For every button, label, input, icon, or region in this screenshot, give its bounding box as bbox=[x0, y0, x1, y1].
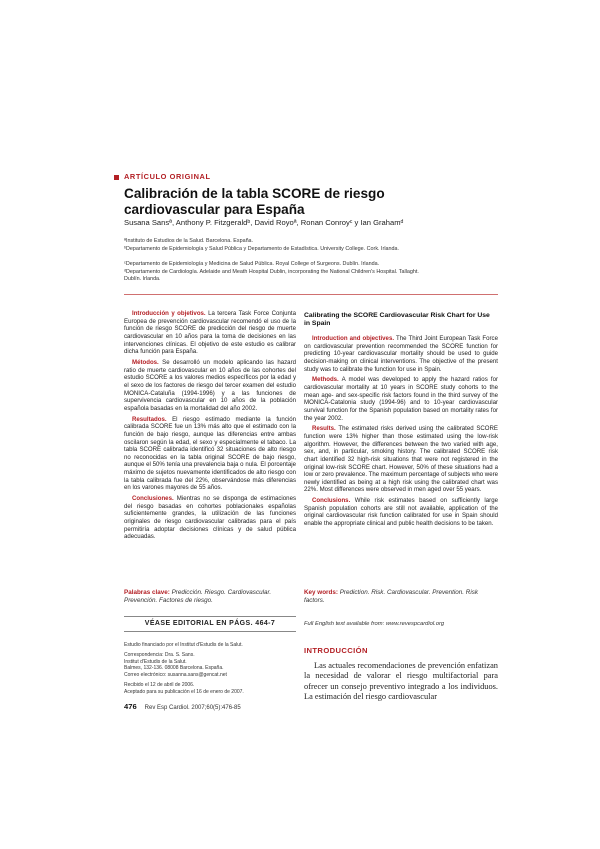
header-divider bbox=[124, 294, 498, 295]
correspondence-note: Correspondencia: Dra. S. Sans. Institut d'Estudis de la Salut. Balmes, 132-136. 08008 Barcelona. España. Correo electrónico: susanna.sans@gencat.net bbox=[124, 652, 227, 678]
section-marker bbox=[114, 175, 119, 180]
abstract-methods-text: Se desarrolló un modelo aplicando las hazard ratio de muerte cardiovascular en 10 años de las cohortes del estudio SCORE a los valores medios específicos por la edad y el sexo de los factores de riesgo del tercer examen del estudio MONICA-Cataluña (1994-1996) y a las funciones de supervivencia cardiovascular en 10 años de la población española basadas en la mortalidad del año 2002. bbox=[124, 358, 296, 412]
keywords-lead: Palabras clave: bbox=[124, 589, 170, 596]
abstract-conclusions-lead: Conclusiones. bbox=[132, 495, 174, 503]
intro-paragraph: Las actuales recomendaciones de prevención enfatizan la necesidad de valorar el riesgo multifactorial para ofrecer un consejo preventivo integrado a los individuos. La estimación del riesgo cardiovascular bbox=[304, 661, 498, 702]
abstract-methods-lead: Métodos. bbox=[132, 358, 159, 366]
intro-heading: INTRODUCCIÓN bbox=[304, 646, 368, 655]
page-footer bbox=[124, 702, 241, 711]
full-text-link[interactable]: Full English text available from: www.revespcardiol.org bbox=[304, 621, 445, 627]
abstract-results-text: El riesgo estimado mediante la función calibrada SCORE fue un 13% más alto que el estimado con la función de bajo riesgo, aunque las diferencias entre ambas oscilaron según la edad, el sexo y especialmente el tabaco. La tabla SCORE calibrada identificó 32 situaciones de alto riesgo no reconocidas en la tabla original SCORE de bajo riesgo, aunque el 50% tenía una prevalencia baja o nula. El porcentaje máximo de sujetos nuevamente identificados de alto riesgo con la tabla calibrada fue del 22%, observándose más diferencias en los varones mayores de 55 años. bbox=[124, 415, 296, 492]
english-keywords bbox=[304, 589, 498, 605]
spanish-keywords bbox=[124, 589, 296, 605]
en-methods-lead: Methods. bbox=[312, 376, 339, 384]
english-abstract bbox=[304, 335, 498, 531]
en-intro-lead: Introduction and objectives. bbox=[312, 335, 395, 342]
en-results-text: The estimated risks derived using the calibrated SCORE function were 13% higher than those estimated using the low-risk algorithm. However, the differences between the two varied with age, sex, and, in particular, smoking history. The calibrated SCORE risk chart identified 32 high-risk situations that were not registered in the original low-risk SCORE chart. However, 50% of these situations had a low or zero prevalence. The maximum percentage of subjects who were newly identified as being at a high risk using the calibrated chart was 22%. Most differences were observed in men aged over 55 years. bbox=[304, 425, 498, 494]
en-conclusions-text: While risk estimates based on sufficiently large Spanish population cohorts are still not available, application of the original cardiovascular risk function calibrated for use in Spain should enable the appropriate clinical and public health decisions to be taken. bbox=[304, 497, 498, 528]
en-keywords-text: Prediction. Risk. Cardiovascular. Prevention. Risk factors. bbox=[304, 589, 479, 605]
en-intro-text: The Third Joint European Task Force on cardiovascular prevention recommended the SCORE function for predicting 10-year cardiovascular mortality should be used to guide decision-making on clinical interventions. The objective of the present study was to calibrate the function for use in Spain. bbox=[304, 335, 498, 373]
affiliation-b: ᵇDepartamento de Epidemiología y Salud Pública y Departamento de Estadística. University College. Cork. Irlanda. bbox=[124, 246, 400, 252]
en-keywords-lead: Key words: bbox=[304, 589, 338, 596]
article-title: Calibración de la tabla SCORE de riesgo cardiovascular para España bbox=[124, 186, 385, 217]
english-title: Calibrating the SCORE Cardiovascular Risk Chart for Use in Spain bbox=[304, 312, 490, 328]
en-results-lead: Results. bbox=[312, 425, 336, 433]
intro-body bbox=[304, 661, 498, 703]
affiliation-a: ªInstituto de Estudios de la Salud. Barcelona. España. bbox=[124, 238, 254, 244]
spanish-abstract bbox=[124, 310, 296, 544]
page-number: 476 bbox=[124, 702, 137, 711]
affiliation-d: ᵈDepartamento de Cardiología. Adelaide and Meath Hospital Dublin, incorporating the National Children's Hospital. Tallaght. Dublín. Irlanda. bbox=[124, 269, 419, 283]
abstract-intro-lead: Introducción y objetivos. bbox=[132, 310, 206, 317]
editorial-rule-bottom bbox=[124, 631, 296, 632]
section-label: ARTÍCULO ORIGINAL bbox=[124, 172, 211, 181]
see-editorial: VÉASE EDITORIAL EN PÁGS. 464-7 bbox=[144, 620, 276, 627]
dates-note: Recibido el 12 de abril de 2006. Aceptado para su publicación el 16 de enero de 2007. bbox=[124, 682, 244, 695]
abstract-intro-text: La tercera Task Force Conjunta Europea de prevención cardiovascular recomendó el uso de la función de riesgo SCORE de predicción del riesgo de muerte cardiovascular en 10 años para la toma de decisiones en las intervenciones clínicas. El objetivo de este estudio es calibrar dicha función para España. bbox=[124, 310, 296, 356]
affiliation-c: ᶜDepartamento de Epidemiología y Medicina de Salud Pública. Royal College of Surgeons. Dublín. Irlanda. bbox=[124, 261, 380, 267]
en-conclusions-lead: Conclusions. bbox=[312, 497, 351, 505]
en-methods-text: A model was developed to apply the hazard ratios for cardiovascular mortality at 10 years in SCORE study cohorts to the mean age- and sex-specific risk factors found in the third survey of the MONICA-Catalonia study (1994-96) and to 10-year cardiovascular survival function for the Spanish population based on mortality rates for the year 2002. bbox=[304, 376, 499, 422]
abstract-results-lead: Resultados. bbox=[132, 415, 167, 423]
abstract-conclusions-text: Mientras no se disponga de estimaciones del riesgo basadas en cohortes poblacionales españolas suficientemente grandes, la utilización de las funciones originales de riesgo cardiovascular calibradas para el país permitiría adoptar decisiones clínicas y de salud pública adecuadas. bbox=[124, 495, 296, 541]
keywords-text: Predicción. Riesgo. Cardiovascular. Prevención. Factores de riesgo. bbox=[124, 589, 272, 605]
authors: Susana Sansª, Anthony P. Fitzgeraldᵇ, David Royoª, Ronan Conroyᶜ y Ian Grahamᵈ bbox=[124, 218, 404, 227]
journal-citation: Rev Esp Cardiol. 2007;60(5):476-85 bbox=[144, 705, 241, 711]
funding-note: Estudio financiado por el Institut d'Estudis de la Salut. bbox=[124, 642, 243, 648]
editorial-rule-top bbox=[124, 616, 296, 617]
